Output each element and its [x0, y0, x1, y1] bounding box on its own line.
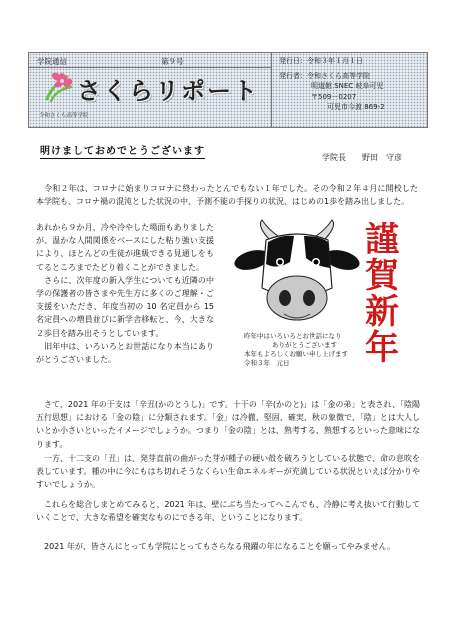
sakura-logo-icon — [41, 69, 75, 105]
paragraph-5-text: これらを総合しまとめてみると、2021 年は、壁にぶち当たってへこんでも、冷静に考え抜いて行動していくことで、大きな希望を確実なものにできる年、ということになります。 — [36, 500, 420, 523]
publication-label: 学院通信 — [37, 57, 67, 66]
kinga-shinnen-vertical — [362, 222, 402, 366]
header-divider-vertical — [271, 53, 272, 127]
address-line-3: 可児市今渡 869-2 — [327, 103, 385, 111]
address-line-1: 明道館 SNEC 岐阜可児 — [311, 82, 384, 90]
article-heading: 明けましておめでとうございます — [40, 142, 205, 159]
paragraph-2b: 旧年中は、いろいろとお世話になり本当にありがとうございました。 — [36, 341, 215, 365]
cow-illustration-icon — [232, 218, 362, 330]
paragraph-2: さらに、次年度の新入学生についても近隣の中学の保護者の皆さまや先生方に多くのご理解・ご支援をいただき、年度当初の 10 名定員から 15 名定員への増員並びに新学舎移転と、今、大きな２歩目を踏み出そうとしています。 — [36, 275, 215, 338]
issue-number: 第９号 — [161, 57, 184, 66]
paragraph-1 — [36, 182, 418, 208]
paragraph-6-text: 2021 年が、皆さんにとっても学院にとってもさらなる飛躍の年になることを願ってやみません。 — [44, 542, 396, 551]
card-line-2: ありがとうございます — [272, 341, 337, 349]
paragraph-4-text: 一方、十二支の「丑」は、発芽直前の曲がった芽が種子の硬い殻を破ろうとしている状態で、命の息吹を表しています。種の中に今にもはち切れそうなくらい生命エネルギーが充満している状況といえば分かりやすいでしょうか。 — [36, 454, 421, 490]
paragraph-3 — [36, 398, 420, 451]
masthead-title: さくらリポート — [77, 77, 259, 105]
paragraph-3-text: さて、2021 年の干支は「辛丑(かのとうし)」です。十干の「辛(かのと)」は「金の弟」と表され、「陰陽五行思想」における「金の陰」に分類されます。「金」は冷徹、堅固、確実、秋の象徴で、「陰」とは大人しいとか小さいといったイメージでしょうか。つまり「金の陰」とは、熟考する、熟想するといった意味になります。 — [36, 400, 421, 449]
publisher-info — [279, 56, 385, 113]
card-line-3: 本年もよろしくお願い申し上げます — [244, 350, 348, 358]
newsletter-header — [28, 52, 428, 128]
left-column — [36, 221, 214, 366]
paragraph-1-text: 令和２年は、コロナに始まりコロナに終わったとんでもない１年でした。その令和２年４月に開校した本学院も、コロナ禍の混沌とした状況の中、予測不能の手探りの状況、はじめの1歩を踏み出しました。 — [36, 184, 419, 207]
article-author: 学院長 野田 守彦 — [322, 153, 402, 162]
address-line-2: 〒509－0207 — [311, 92, 357, 101]
publish-date: 発行日：令和３年１月１日 — [279, 57, 363, 65]
kinga-text: 謹 賀 新 年 — [365, 220, 399, 368]
paragraph-4 — [36, 452, 420, 492]
publisher-name: 発行者：令和さくら高等学院 — [279, 71, 370, 80]
paragraph-5 — [36, 498, 420, 524]
header-divider-horizontal — [29, 67, 271, 68]
paragraph-6 — [36, 540, 420, 553]
card-line-4: 令和３年 元日 — [244, 359, 290, 367]
new-year-card-message — [244, 332, 348, 368]
card-line-1: 昨年中はいろいろとお世話になり — [244, 332, 342, 340]
school-name-small: 令和さくら高等学院 — [39, 113, 89, 119]
paragraph-1b: あれから９か月、冷や冷やした場面もありましたが、温かな人間関係をベースにした粘り強い支援により、ほとんどの生徒が進級できる見通しをもてるところまでたどり着くことができました。 — [36, 223, 214, 272]
